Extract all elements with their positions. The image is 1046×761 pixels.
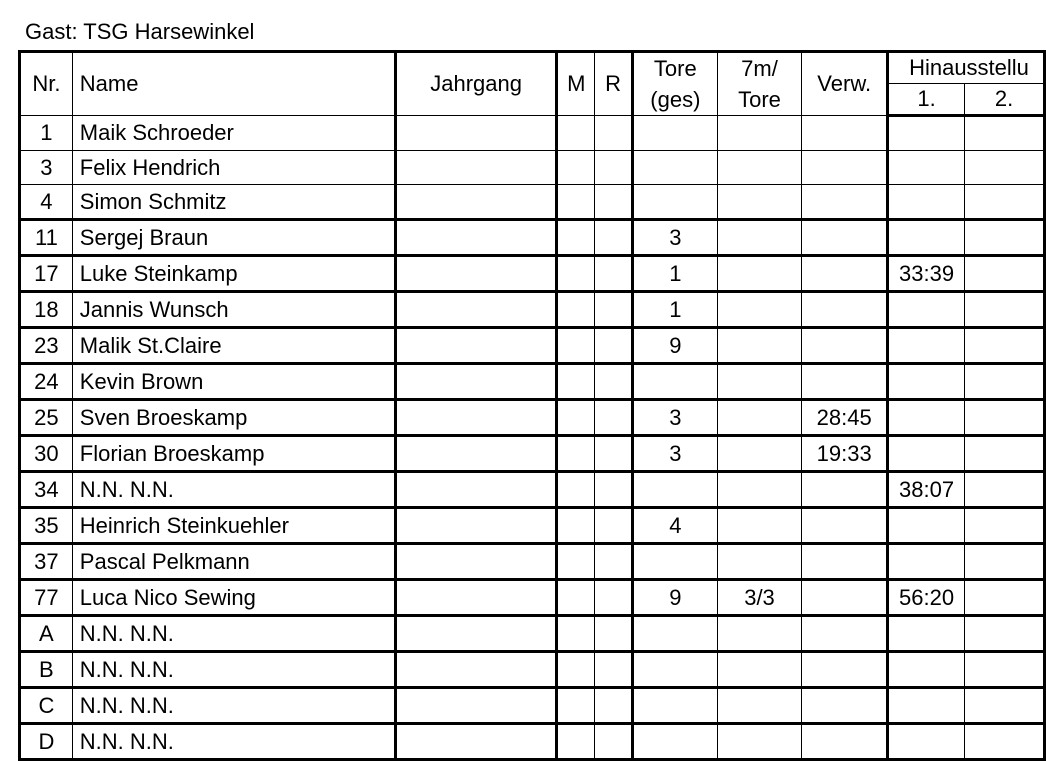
cell-nr: B: [20, 652, 73, 688]
cell-7m-tore: [717, 544, 802, 580]
table-header: [20, 52, 1045, 116]
cell-m: [557, 688, 595, 724]
cell-name: N.N. N.N.: [72, 472, 395, 508]
cell-jahrgang: [395, 364, 556, 400]
cell-verw: [802, 292, 888, 328]
cell-hinausstellung-1: 33:39: [888, 256, 965, 292]
cell-nr: 4: [20, 185, 73, 220]
cell-jahrgang: [395, 256, 556, 292]
cell-m: [557, 364, 595, 400]
cell-jahrgang: [395, 151, 556, 185]
cell-r: [595, 116, 633, 151]
cell-verw: [802, 151, 888, 185]
cell-name: N.N. N.N.: [72, 616, 395, 652]
cell-hinausstellung-2: [965, 364, 1045, 400]
cell-verw: [802, 472, 888, 508]
cell-hinausstellung-1: [888, 292, 965, 328]
cell-r: [595, 220, 633, 256]
table-row: [20, 185, 1045, 220]
cell-verw: [802, 220, 888, 256]
cell-tore: [632, 116, 717, 151]
cell-nr: 17: [20, 256, 73, 292]
header-hinausstellung: Hinausstellu: [888, 52, 1045, 84]
table-row: [20, 580, 1045, 616]
table-body: [20, 116, 1045, 760]
cell-name: Luca Nico Sewing: [72, 580, 395, 616]
header-hin-1: 1.: [888, 84, 965, 116]
cell-r: [595, 151, 633, 185]
cell-tore: 9: [632, 328, 717, 364]
cell-verw: [802, 652, 888, 688]
cell-hinausstellung-2: [965, 580, 1045, 616]
cell-jahrgang: [395, 652, 556, 688]
cell-name: Simon Schmitz: [72, 185, 395, 220]
cell-jahrgang: [395, 328, 556, 364]
cell-hinausstellung-2: [965, 116, 1045, 151]
cell-tore: [632, 544, 717, 580]
cell-tore: 3: [632, 220, 717, 256]
cell-7m-tore: [717, 508, 802, 544]
cell-m: [557, 220, 595, 256]
cell-nr: 24: [20, 364, 73, 400]
cell-nr: 23: [20, 328, 73, 364]
cell-hinausstellung-1: [888, 400, 965, 436]
cell-tore: [632, 724, 717, 760]
cell-hinausstellung-2: [965, 328, 1045, 364]
header-hin-2: 2.: [965, 84, 1045, 116]
cell-m: [557, 580, 595, 616]
cell-hinausstellung-2: [965, 508, 1045, 544]
cell-verw: [802, 185, 888, 220]
cell-m: [557, 185, 595, 220]
cell-r: [595, 544, 633, 580]
cell-hinausstellung-1: [888, 220, 965, 256]
table-row: [20, 508, 1045, 544]
cell-hinausstellung-1: [888, 652, 965, 688]
cell-tore: [632, 472, 717, 508]
cell-m: [557, 508, 595, 544]
cell-r: [595, 508, 633, 544]
cell-7m-tore: [717, 220, 802, 256]
cell-name: Florian Broeskamp: [72, 436, 395, 472]
cell-hinausstellung-1: [888, 436, 965, 472]
cell-tore: 1: [632, 292, 717, 328]
cell-tore: 9: [632, 580, 717, 616]
cell-m: [557, 292, 595, 328]
cell-nr: 77: [20, 580, 73, 616]
cell-hinausstellung-1: [888, 364, 965, 400]
cell-verw: [802, 688, 888, 724]
cell-r: [595, 616, 633, 652]
cell-m: [557, 116, 595, 151]
cell-nr: 3: [20, 151, 73, 185]
cell-name: N.N. N.N.: [72, 724, 395, 760]
cell-nr: 30: [20, 436, 73, 472]
header-tore-line2: (ges): [650, 87, 701, 112]
cell-m: [557, 400, 595, 436]
cell-hinausstellung-2: [965, 220, 1045, 256]
cell-tore: [632, 364, 717, 400]
cell-hinausstellung-1: [888, 724, 965, 760]
cell-nr: D: [20, 724, 73, 760]
cell-hinausstellung-2: [965, 652, 1045, 688]
cell-verw: [802, 616, 888, 652]
cell-hinausstellung-2: [965, 292, 1045, 328]
cell-jahrgang: [395, 616, 556, 652]
cell-7m-tore: 3/3: [717, 580, 802, 616]
cell-7m-tore: [717, 116, 802, 151]
cell-7m-tore: [717, 616, 802, 652]
cell-hinausstellung-1: 38:07: [888, 472, 965, 508]
cell-nr: 11: [20, 220, 73, 256]
header-7m: [717, 52, 802, 116]
cell-r: [595, 724, 633, 760]
table-row: [20, 436, 1045, 472]
cell-hinausstellung-1: [888, 151, 965, 185]
cell-jahrgang: [395, 544, 556, 580]
cell-tore: [632, 688, 717, 724]
cell-r: [595, 364, 633, 400]
cell-7m-tore: [717, 151, 802, 185]
cell-name: N.N. N.N.: [72, 652, 395, 688]
cell-7m-tore: [717, 364, 802, 400]
cell-verw: [802, 580, 888, 616]
cell-r: [595, 185, 633, 220]
cell-name: Maik Schroeder: [72, 116, 395, 151]
cell-hinausstellung-2: [965, 185, 1045, 220]
table-row: [20, 151, 1045, 185]
cell-verw: 28:45: [802, 400, 888, 436]
cell-tore: [632, 652, 717, 688]
cell-hinausstellung-1: 56:20: [888, 580, 965, 616]
cell-hinausstellung-2: [965, 400, 1045, 436]
cell-r: [595, 400, 633, 436]
cell-m: [557, 724, 595, 760]
cell-verw: [802, 116, 888, 151]
cell-name: Heinrich Steinkuehler: [72, 508, 395, 544]
cell-tore: [632, 185, 717, 220]
cell-jahrgang: [395, 472, 556, 508]
table-row: [20, 652, 1045, 688]
table-row: [20, 292, 1045, 328]
cell-hinausstellung-1: [888, 616, 965, 652]
cell-hinausstellung-2: [965, 688, 1045, 724]
cell-hinausstellung-2: [965, 724, 1045, 760]
cell-7m-tore: [717, 724, 802, 760]
table-row: [20, 328, 1045, 364]
table-row: [20, 116, 1045, 151]
header-jahrgang: Jahrgang: [395, 52, 556, 116]
cell-verw: [802, 544, 888, 580]
cell-name: Sergej Braun: [72, 220, 395, 256]
cell-tore: 1: [632, 256, 717, 292]
cell-7m-tore: [717, 652, 802, 688]
cell-name: Kevin Brown: [72, 364, 395, 400]
cell-tore: 4: [632, 508, 717, 544]
cell-hinausstellung-2: [965, 256, 1045, 292]
table-row: [20, 400, 1045, 436]
table-row: [20, 256, 1045, 292]
table-row: [20, 472, 1045, 508]
cell-m: [557, 436, 595, 472]
cell-nr: 18: [20, 292, 73, 328]
cell-m: [557, 151, 595, 185]
table-row: [20, 724, 1045, 760]
cell-name: Felix Hendrich: [72, 151, 395, 185]
header-7m-line1: 7m/: [741, 56, 778, 81]
cell-7m-tore: [717, 256, 802, 292]
cell-name: Pascal Pelkmann: [72, 544, 395, 580]
table-row: [20, 544, 1045, 580]
table-row: [20, 616, 1045, 652]
cell-7m-tore: [717, 400, 802, 436]
cell-nr: 37: [20, 544, 73, 580]
cell-r: [595, 328, 633, 364]
header-verw: Verw.: [802, 52, 888, 116]
cell-hinausstellung-1: [888, 688, 965, 724]
cell-r: [595, 580, 633, 616]
cell-r: [595, 652, 633, 688]
cell-hinausstellung-1: [888, 328, 965, 364]
header-m: M: [557, 52, 595, 116]
cell-nr: A: [20, 616, 73, 652]
cell-jahrgang: [395, 688, 556, 724]
cell-jahrgang: [395, 116, 556, 151]
cell-verw: [802, 724, 888, 760]
cell-nr: 1: [20, 116, 73, 151]
cell-hinausstellung-1: [888, 508, 965, 544]
cell-name: Jannis Wunsch: [72, 292, 395, 328]
cell-verw: [802, 256, 888, 292]
cell-tore: [632, 616, 717, 652]
cell-tore: 3: [632, 400, 717, 436]
cell-m: [557, 256, 595, 292]
table-row: [20, 688, 1045, 724]
cell-r: [595, 436, 633, 472]
cell-r: [595, 256, 633, 292]
cell-m: [557, 328, 595, 364]
cell-verw: [802, 508, 888, 544]
table-row: [20, 364, 1045, 400]
cell-nr: 34: [20, 472, 73, 508]
cell-jahrgang: [395, 220, 556, 256]
cell-name: Malik St.Claire: [72, 328, 395, 364]
cell-jahrgang: [395, 185, 556, 220]
cell-7m-tore: [717, 328, 802, 364]
cell-nr: 35: [20, 508, 73, 544]
cell-hinausstellung-2: [965, 616, 1045, 652]
cell-jahrgang: [395, 400, 556, 436]
table-row: [20, 220, 1045, 256]
cell-jahrgang: [395, 580, 556, 616]
cell-m: [557, 616, 595, 652]
cell-jahrgang: [395, 436, 556, 472]
cell-name: Luke Steinkamp: [72, 256, 395, 292]
cell-7m-tore: [717, 436, 802, 472]
cell-verw: 19:33: [802, 436, 888, 472]
cell-name: N.N. N.N.: [72, 688, 395, 724]
header-7m-line2: Tore: [738, 87, 781, 112]
cell-nr: C: [20, 688, 73, 724]
cell-r: [595, 472, 633, 508]
cell-7m-tore: [717, 292, 802, 328]
cell-hinausstellung-2: [965, 151, 1045, 185]
cell-m: [557, 544, 595, 580]
cell-jahrgang: [395, 292, 556, 328]
cell-verw: [802, 328, 888, 364]
header-name: Name: [72, 52, 395, 116]
cell-hinausstellung-2: [965, 472, 1045, 508]
cell-m: [557, 472, 595, 508]
cell-7m-tore: [717, 472, 802, 508]
cell-hinausstellung-1: [888, 116, 965, 151]
cell-verw: [802, 364, 888, 400]
cell-jahrgang: [395, 724, 556, 760]
player-table: [18, 50, 1046, 761]
cell-hinausstellung-1: [888, 185, 965, 220]
cell-7m-tore: [717, 185, 802, 220]
header-nr: Nr.: [20, 52, 73, 116]
cell-7m-tore: [717, 688, 802, 724]
cell-m: [557, 652, 595, 688]
cell-hinausstellung-2: [965, 544, 1045, 580]
cell-nr: 25: [20, 400, 73, 436]
cell-hinausstellung-2: [965, 436, 1045, 472]
cell-tore: [632, 151, 717, 185]
cell-name: Sven Broeskamp: [72, 400, 395, 436]
team-title: Gast: TSG Harsewinkel: [25, 19, 255, 44]
cell-r: [595, 292, 633, 328]
header-r: R: [595, 52, 633, 116]
cell-jahrgang: [395, 508, 556, 544]
cell-tore: 3: [632, 436, 717, 472]
cell-r: [595, 688, 633, 724]
header-tore-line1: Tore: [653, 56, 697, 81]
cell-hinausstellung-1: [888, 544, 965, 580]
header-tore: [632, 52, 717, 116]
